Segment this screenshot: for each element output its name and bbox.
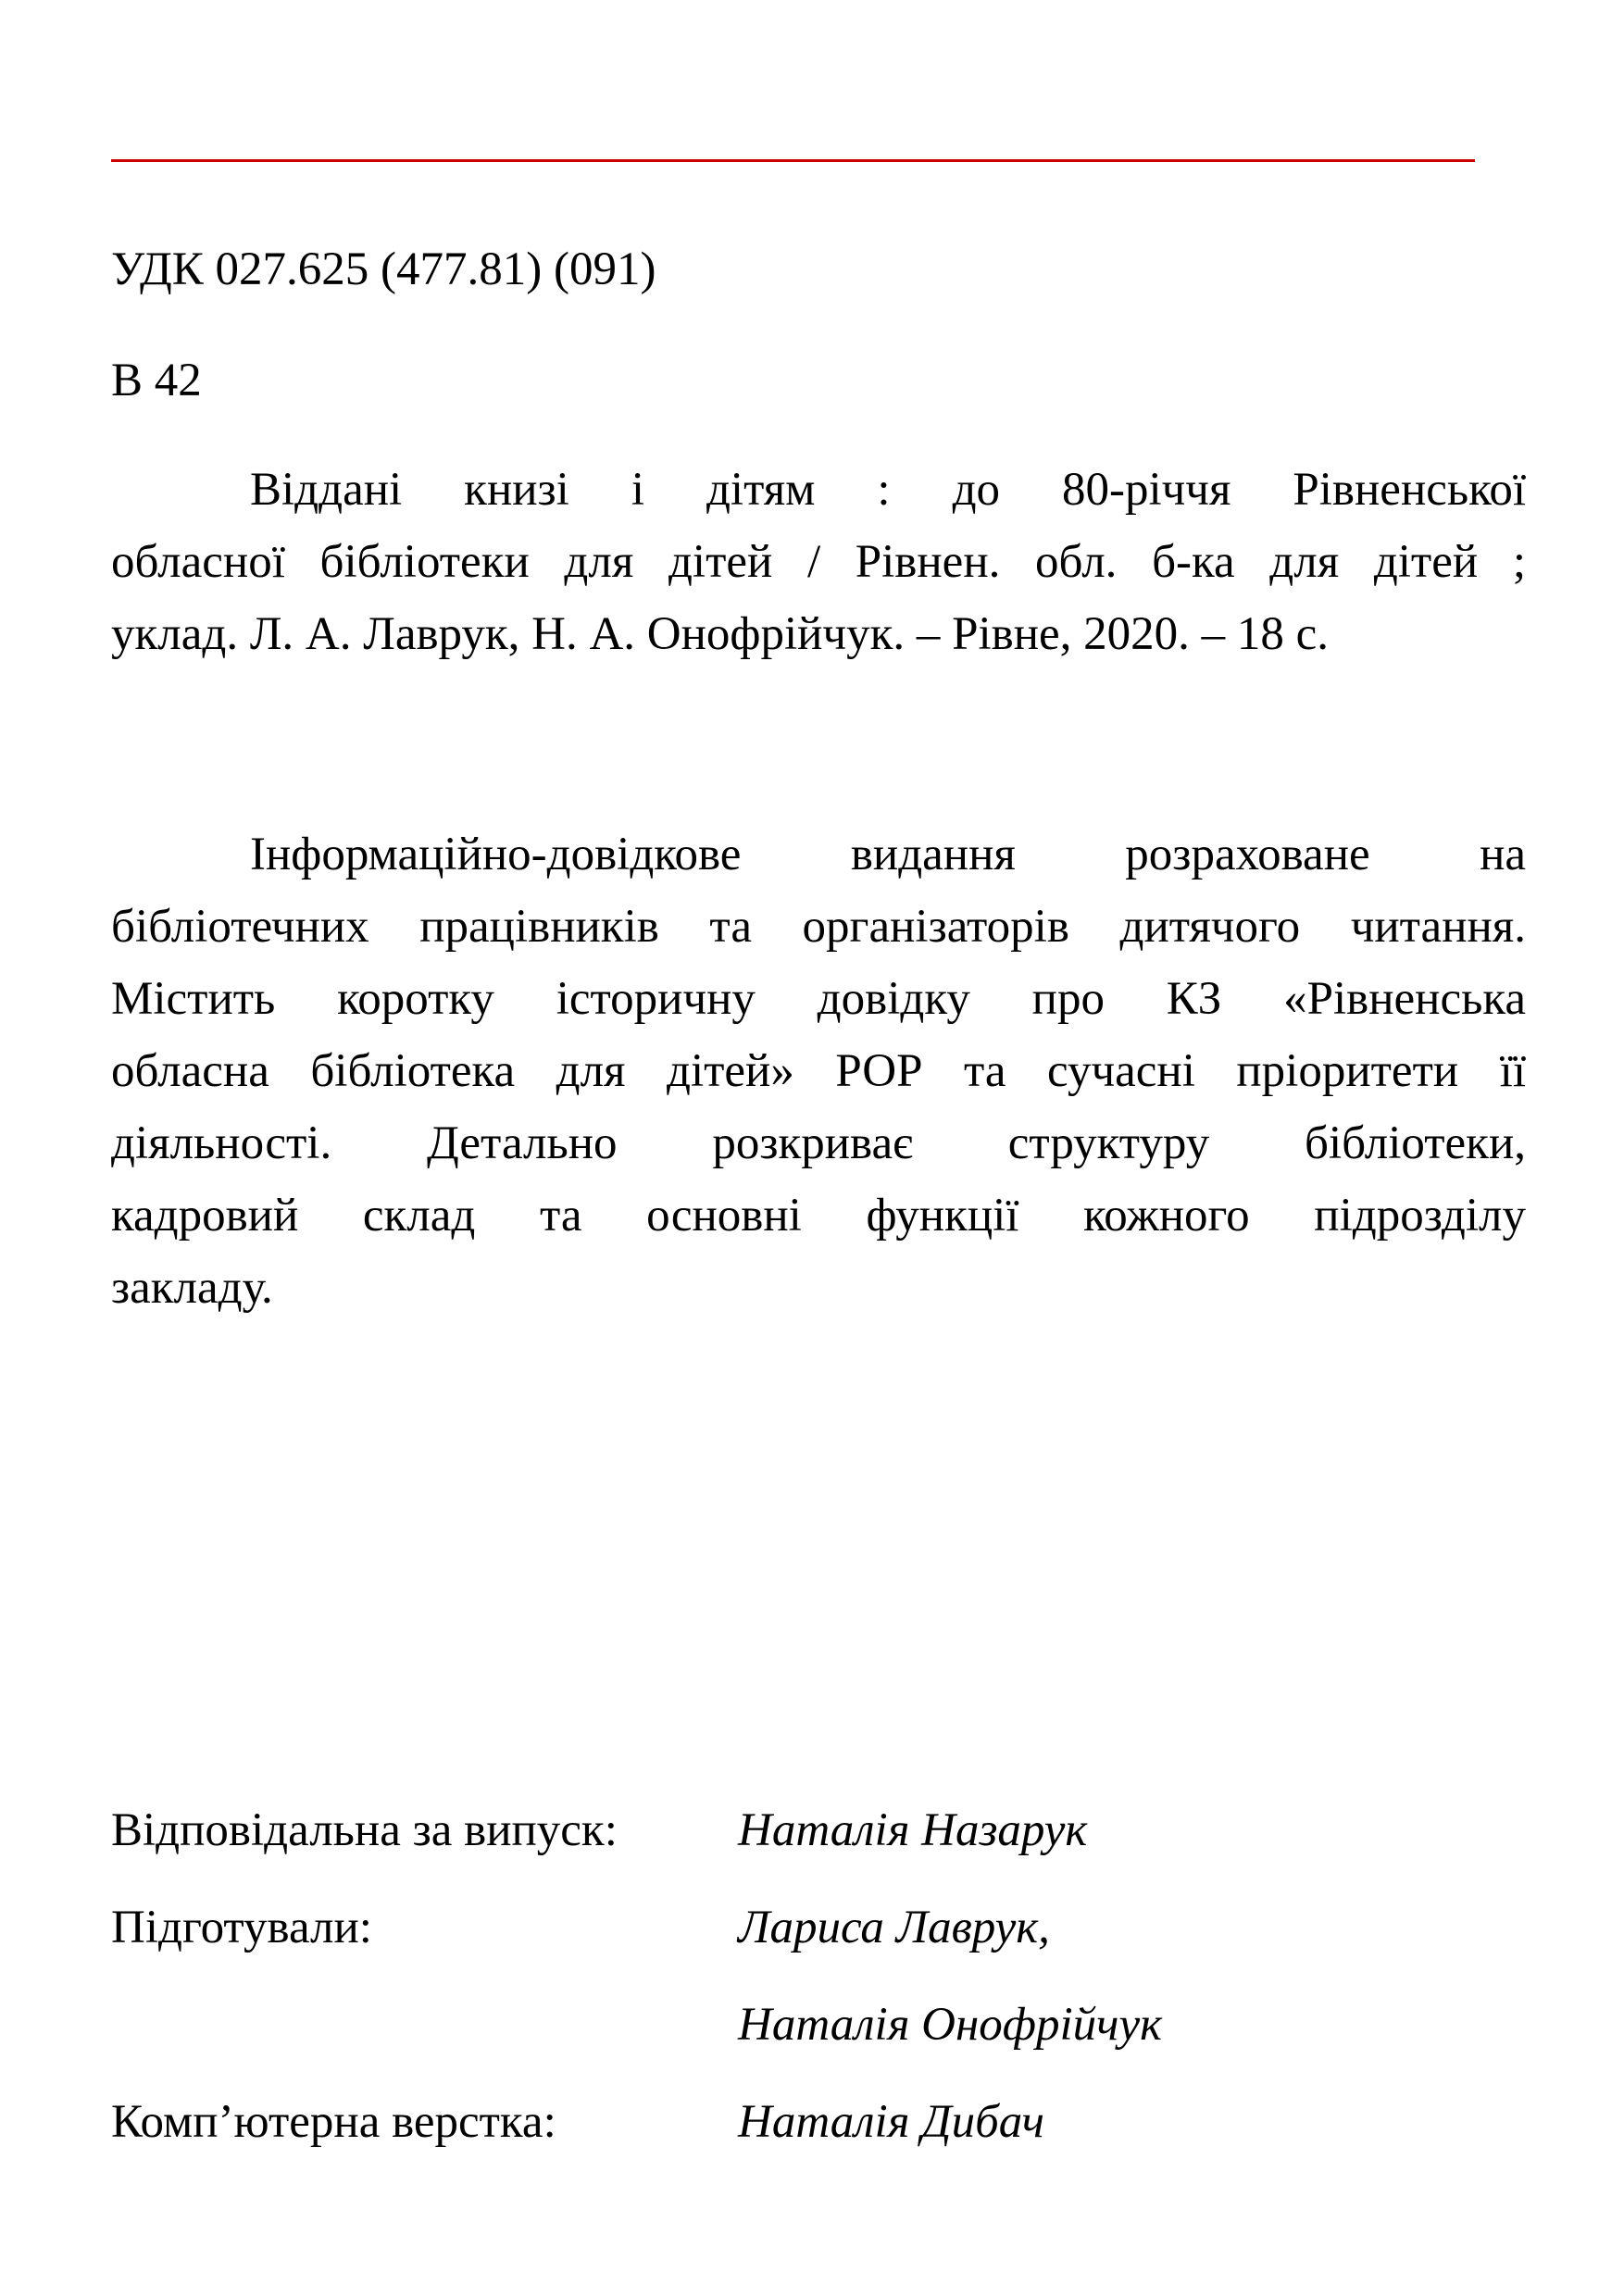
- annotation-line: кадровий склад та основні функції кожного підрозділу: [111, 1190, 1526, 1242]
- credit-name: Наталія Дибач: [738, 2096, 1044, 2148]
- biblio-line: уклад. Л. А. Лаврук, Н. А. Онофрійчук. – Рівне, 2020. – 18 с.: [111, 608, 1330, 660]
- bibliographic-record: [111, 454, 1526, 670]
- credit-row-layout: [111, 2095, 1407, 2192]
- credit-row-prepared: [111, 1901, 1407, 1998]
- top-red-rule: [111, 159, 1475, 162]
- author-code: В 42: [111, 355, 202, 406]
- annotation-line: діяльності. Детально розкриває структуру бібліотеки,: [111, 1117, 1526, 1169]
- credit-label: Відповідальна за випуск:: [111, 1804, 618, 1856]
- credit-name: Лариса Лаврук,: [738, 1902, 1050, 1953]
- credit-name: Наталія Назарук: [738, 1804, 1088, 1856]
- annotation-line: Інформаційно-довідкове видання розраховане на: [250, 829, 1526, 880]
- credit-label: Підготували:: [111, 1902, 372, 1953]
- annotation-line: обласна бібліотека для дітей» РОР та сучасні пріоритети її: [111, 1045, 1526, 1097]
- annotation-line: Містить коротку історичну довідку про КЗ «Рівненська: [111, 973, 1526, 1025]
- biblio-line: обласної бібліотеки для дітей / Рівнен. обл. б-ка для дітей ;: [111, 536, 1526, 588]
- udk-index: УДК 027.625 (477.81) (091): [111, 243, 656, 295]
- credit-row-responsible: [111, 1803, 1407, 1901]
- annotation-line: бібліотечних працівників та організаторів дитячого читання.: [111, 901, 1526, 953]
- credit-label: Комп’ютерна верстка:: [111, 2096, 556, 2148]
- credit-name: Наталія Онофрійчук: [738, 1999, 1162, 2051]
- biblio-line: Віддані книзі і дітям : до 80-річчя Рівненської: [250, 464, 1526, 516]
- credits-block: [111, 1803, 1407, 2192]
- annotation: [111, 818, 1526, 1324]
- annotation-line: закладу.: [111, 1262, 273, 1314]
- credit-row-prepared-cont: [111, 1998, 1407, 2095]
